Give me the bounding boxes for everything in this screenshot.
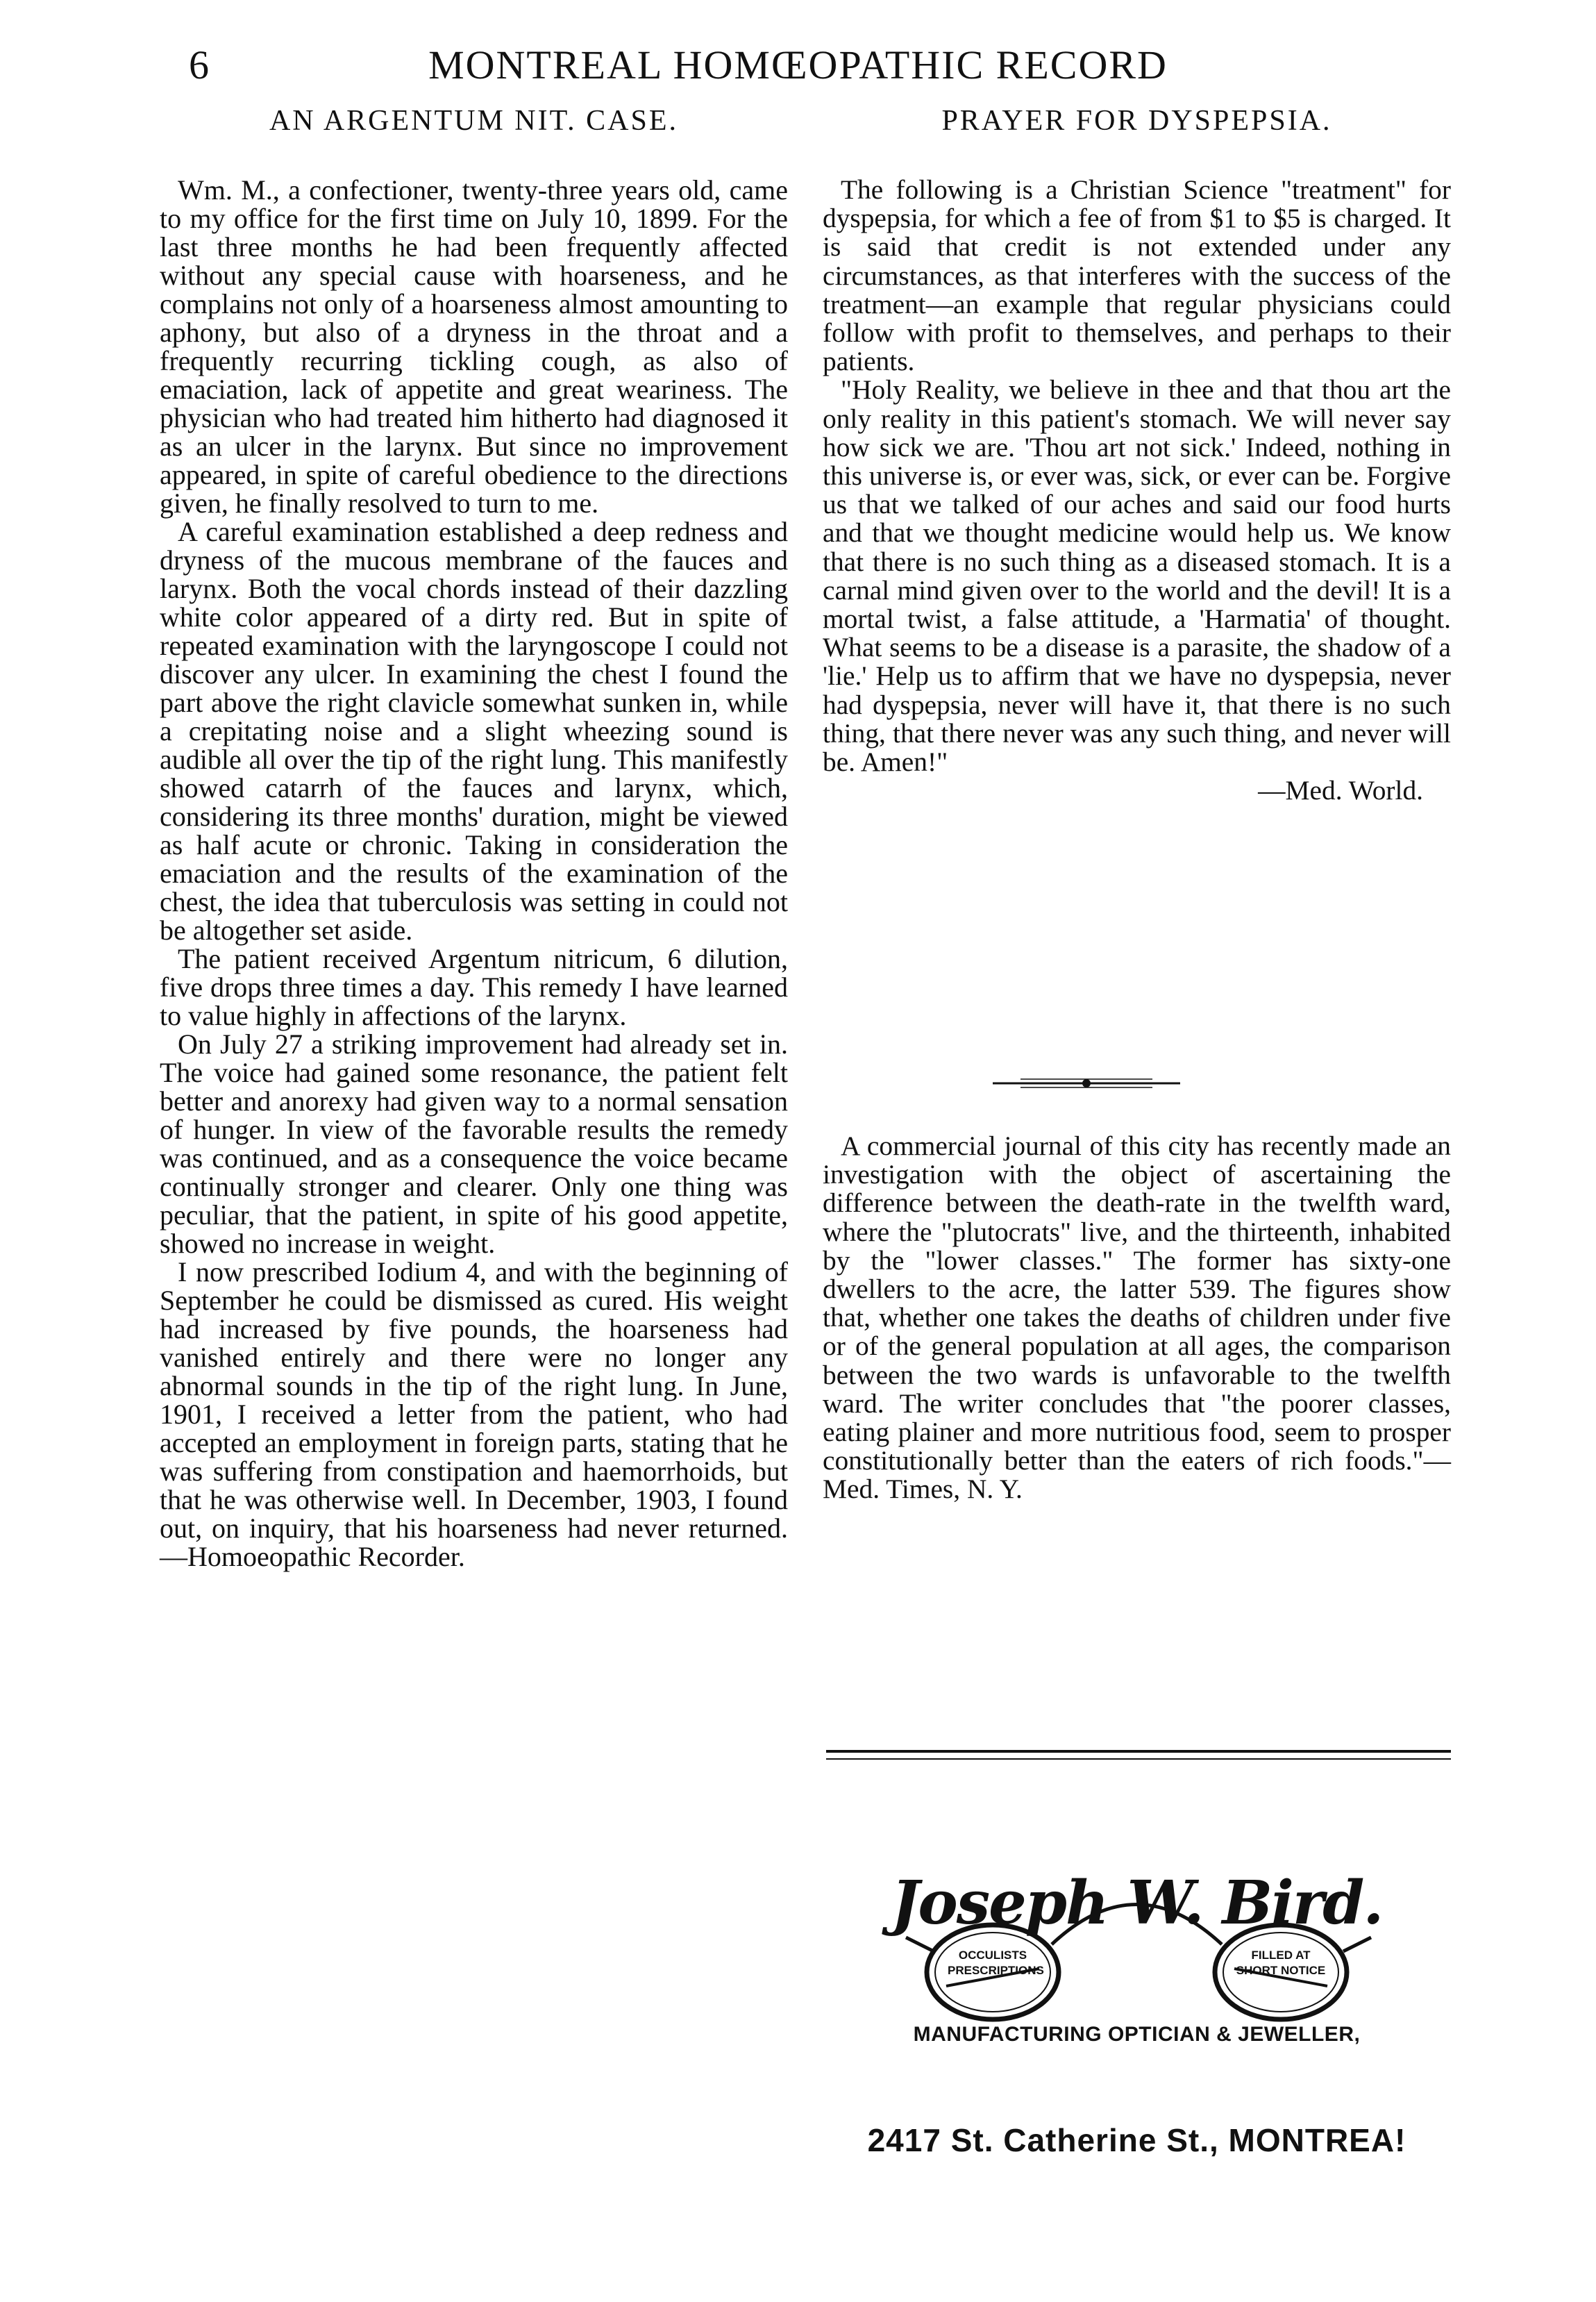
right-lens-text: FILLED AT SHORT NOTICE (1236, 1949, 1326, 1977)
article-paragraph: I now prescribed Iodium 4, and with the beginning of September he could be dismissed as cured. His weight had increased by five pounds, the hoarseness had vanished entirely and there were no longer any abnormal sounds in the tip of the right lung. In June, 1901, I received a letter from the patient, who had accepted an employment in foreign parts, stating that he was suffering from constipation and haemorrhoids, but that he was otherwise well. In December, 1903, I found out, on inquiry, that his hoarseness had never returned.—Homoeopathic Recorder. (160, 1256, 788, 1572)
page-header (0, 42, 1596, 97)
journal-title: MONTREAL HOMŒOPATHIC RECORD (428, 42, 1168, 87)
ad-brand-name: Joseph W. Bird. (891, 1868, 1383, 1938)
article-paragraph: Wm. M., a confectioner, twenty-three years old, came to my office for the first time on July 10, 1899. For the last three months he had been frequently affected without any special cause with hoarseness, and he complains not only of a hoarseness almost amounting to aphony, but also of a dryness in the throat and a frequently recurring tickling cough, as also of emaciation, lack of appetite and great weariness. The physician who had treated him hitherto had diagnosed it as an ulcer in the larynx. But since no improvement appeared, in spite of careful obedience to the directions given, he finally resolved to turn to me. (160, 174, 788, 519)
article-paragraph: On July 27 a striking improvement had already set in. The voice had gained some resonance, the patient felt better and anorexy had given way to a normal sensation of hunger. In view of the favorable results the remedy was continued, and as a consequence the voice became continually stronger and clearer. Only one thing was peculiar, that the patient, in spite of his good appetite, showed no increase in weight. (160, 1028, 788, 1259)
page-number: 6 (189, 42, 209, 87)
ad-tagline: MANUFACTURING OPTICIAN & JEWELLER, (913, 2023, 1361, 2046)
ad-rule-top (826, 1750, 1451, 1753)
left-column-article (160, 104, 788, 1571)
divider-ornament-icon (993, 1073, 1180, 1094)
article-source: —Med. World. (1258, 775, 1423, 806)
article-paragraph: A commercial journal of this city has recently made an investigation with the object of ascertaining the difference between the death-rate in the twelfth ward, where the "plutocrats" live, and the thirteenth, inhabited by the "lower classes." The former has sixty-one dwellers to the acre, the latter 539. The figures show that, whether one takes the deaths of children under five or of the general population at all ages, the comparison between the two wards is unfavorable to the twelfth ward. The writer concludes that "the poorer classes, eating plainer and more nutritious food, seem to prosper constitutionally better than the eaters of rich foods."—Med. Times, N. Y. (823, 1131, 1451, 1505)
bottom-right-article (823, 1132, 1451, 1504)
article-paragraph: The patient received Argentum nitricum, 6 dilution, five drops three times a day. This remedy I have learned to value highly in affections of the larynx. (160, 943, 788, 1031)
article-paragraph: A careful examination established a deep redness and dryness of the mucous membrane of the fauces and larynx. Both the vocal chords instead of their dazzling white color appeared of a dirty red. But in spite of repeated examination with the laryngoscope I could not discover any ulcer. In examining the chest I found the part above the right clavicle somewhat sunken in, while a crepitating noise and a slight wheezing sound is audible all over the tip of the right lung. This manifestly showed catarrh of the fauces and larynx, which, considering its three months' duration, might be viewed as half acute or chronic. Taking in consideration the emaciation and the results of the examination of the chest, the idea that tuberculosis was setting in could not be altogether set aside. (160, 516, 788, 946)
left-lens-text: OCCULISTS PRESCRIPTIONS (948, 1949, 1044, 1977)
article-paragraph: "Holy Reality, we believe in thee and that thou art the only reality in this patient's stomach. We will never say how sick we are. 'Thou art not sick.' Indeed, nothing in this universe is, or ever was, sick, or ever can be. Forgive us that we talked of our aches and said our food hurts and that we thought medicine would help us. We know that there is no such thing as a diseased stomach. It is a carnal mind given over to the world and the devil! It is a mortal twist, a false attitude, a 'Harmatia' of thought. What seems to be a disease is a parasite, the shadow of a 'lie.' Help us to affirm that we have no dyspepsia, never had dyspepsia, never will have it, that there is no such thing, that there never was any such thing, and never will be. Amen!" (823, 374, 1451, 778)
ad-rule-bottom (826, 1758, 1451, 1760)
ad-address: 2417 St. Catherine St., MONTREA! (867, 2122, 1406, 2158)
article-title-argentum: AN ARGENTUM NIT. CASE. (269, 105, 679, 137)
optician-advertisement (823, 1802, 1451, 2233)
right-column-article (823, 104, 1451, 805)
article-paragraph: The following is a Christian Science "treatment" for dyspepsia, for which a fee of from $1 to $5 is charged. It is said that credit is not extended under any circumstances, as that interferes with the success of the treatment—an example that regular physicians could follow with profit to themselves, and perhaps to their patients. (823, 174, 1451, 377)
spectacles-icon (823, 1802, 1451, 2094)
article-title-dyspepsia: PRAYER FOR DYSPEPSIA. (941, 105, 1332, 137)
